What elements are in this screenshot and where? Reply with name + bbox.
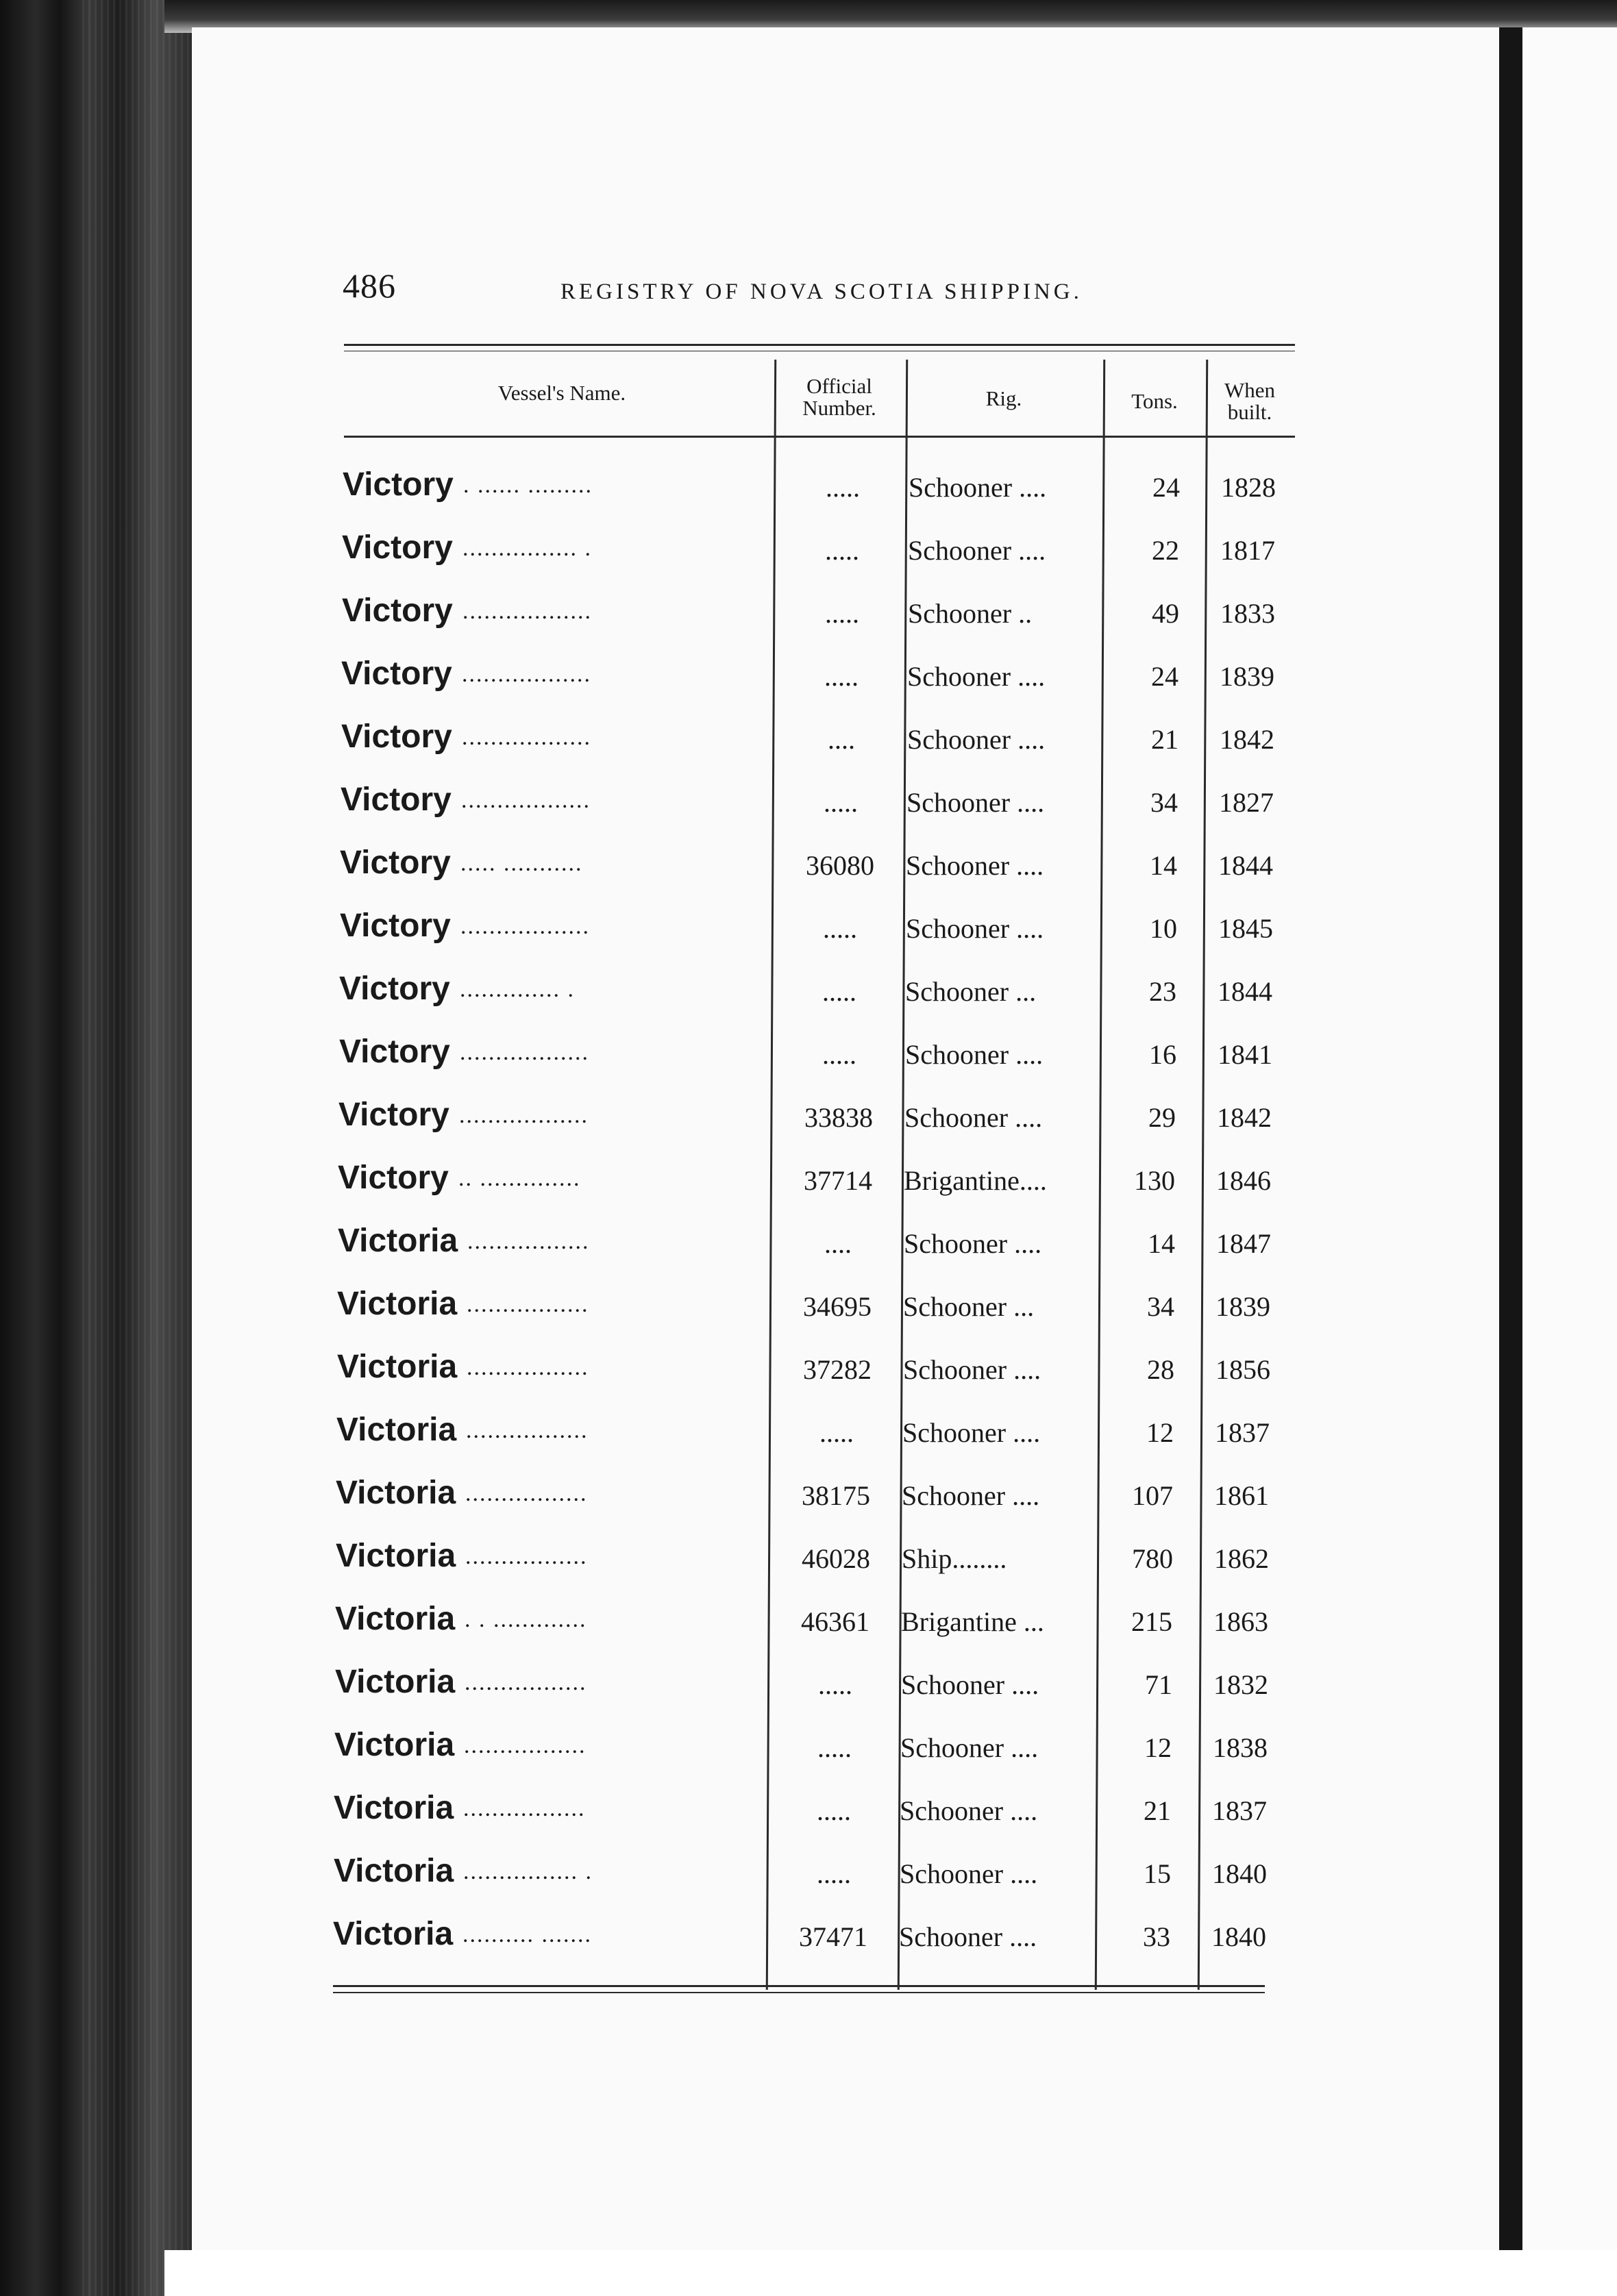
vessel-name-cell: Victoria bbox=[336, 1538, 456, 1574]
tons-cell: 33 bbox=[1143, 1921, 1170, 1952]
official-number-cell: ..... bbox=[817, 1732, 852, 1763]
tons-cell: 49 bbox=[1152, 598, 1179, 629]
tons-cell: 29 bbox=[1148, 1102, 1176, 1133]
name-dot-leader: . ...... ......... bbox=[463, 473, 593, 498]
year-built-cell: 1839 bbox=[1220, 661, 1274, 692]
official-number-cell: 37282 bbox=[803, 1354, 872, 1385]
rig-cell: Brigantine ... bbox=[901, 1606, 1044, 1637]
tons-cell: 10 bbox=[1150, 913, 1177, 944]
tons-cell: 14 bbox=[1148, 1228, 1175, 1259]
year-built-cell: 1827 bbox=[1219, 787, 1274, 818]
year-built-cell: 1841 bbox=[1218, 1039, 1272, 1070]
official-number-cell: ..... bbox=[822, 1039, 856, 1070]
name-dot-leader: ................. bbox=[466, 1418, 589, 1443]
rig-cell: Schooner .... bbox=[900, 1858, 1038, 1889]
tons-cell: 107 bbox=[1132, 1480, 1173, 1511]
rig-cell: Schooner .... bbox=[906, 913, 1044, 944]
table-row bbox=[0, 1340, 1617, 1403]
table-row bbox=[0, 773, 1617, 836]
page-number: 486 bbox=[343, 266, 396, 305]
tons-cell: 28 bbox=[1147, 1354, 1174, 1385]
year-built-cell: 1844 bbox=[1218, 850, 1273, 881]
official-number-cell: 37714 bbox=[804, 1165, 872, 1196]
name-dot-leader: ................. bbox=[467, 1229, 590, 1254]
year-built-cell: 1837 bbox=[1212, 1795, 1267, 1826]
name-dot-leader: .......... ....... bbox=[462, 1922, 592, 1947]
rig-cell: Schooner .... bbox=[904, 1102, 1043, 1133]
official-number-cell: 37471 bbox=[799, 1921, 867, 1952]
vessel-name-cell: Victory bbox=[340, 908, 451, 944]
name-dot-leader: ................ . bbox=[463, 1859, 593, 1884]
name-dot-leader: . . ............. bbox=[465, 1607, 587, 1632]
vessel-name-cell: Victoria bbox=[334, 1790, 454, 1826]
scan-bottom-margin bbox=[164, 2250, 1617, 2296]
table-row bbox=[0, 899, 1617, 962]
tons-cell: 15 bbox=[1144, 1858, 1171, 1889]
column-header-official-number-line2: Number. bbox=[802, 396, 876, 420]
tons-cell: 130 bbox=[1134, 1165, 1175, 1196]
table-row bbox=[0, 1025, 1617, 1088]
vessel-name-cell: Victory bbox=[342, 529, 453, 566]
table-row bbox=[0, 962, 1617, 1025]
rig-cell: Schooner .... bbox=[907, 661, 1046, 692]
rig-cell: Schooner .... bbox=[900, 1795, 1038, 1826]
name-dot-leader: ................. bbox=[467, 1292, 589, 1317]
column-header-rig bbox=[911, 388, 1096, 410]
tons-cell: 16 bbox=[1149, 1039, 1176, 1070]
name-dot-leader: .................. bbox=[462, 662, 591, 687]
column-header-official-number bbox=[774, 375, 904, 419]
year-built-cell: 1862 bbox=[1214, 1543, 1269, 1574]
rig-cell: Schooner ... bbox=[905, 976, 1037, 1007]
year-built-cell: 1861 bbox=[1214, 1480, 1269, 1511]
official-number-cell: ..... bbox=[819, 1417, 854, 1448]
official-number-cell: ..... bbox=[818, 1669, 852, 1700]
rig-cell: Schooner .... bbox=[907, 724, 1046, 755]
official-number-cell: ..... bbox=[825, 535, 859, 566]
name-dot-leader: ..... ........... bbox=[460, 851, 583, 876]
table-row bbox=[0, 1781, 1617, 1844]
tons-cell: 24 bbox=[1151, 661, 1178, 692]
name-dot-leader: ................. bbox=[465, 1544, 588, 1569]
official-number-cell: 33838 bbox=[804, 1102, 873, 1133]
year-built-cell: 1844 bbox=[1218, 976, 1272, 1007]
tons-cell: 215 bbox=[1131, 1606, 1172, 1637]
tons-cell: 22 bbox=[1152, 535, 1179, 566]
table-row bbox=[0, 1466, 1617, 1529]
table-row bbox=[0, 1844, 1617, 1907]
column-header-when-built-line2: built. bbox=[1227, 400, 1272, 424]
rig-cell: Schooner .. bbox=[908, 598, 1033, 629]
year-built-cell: 1838 bbox=[1213, 1732, 1268, 1763]
table-bottom-rule bbox=[333, 1985, 1265, 1987]
official-number-cell: 46028 bbox=[802, 1543, 870, 1574]
rig-cell: Schooner .... bbox=[904, 1228, 1042, 1259]
year-built-cell: 1847 bbox=[1216, 1228, 1271, 1259]
rig-cell: Brigantine.... bbox=[904, 1165, 1047, 1196]
table-row bbox=[0, 521, 1617, 584]
year-built-cell: 1833 bbox=[1220, 598, 1275, 629]
rig-cell: Schooner .... bbox=[902, 1417, 1041, 1448]
rig-cell: Schooner ... bbox=[903, 1291, 1035, 1322]
name-dot-leader: .. .............. bbox=[458, 1166, 581, 1191]
tons-cell: 21 bbox=[1144, 1795, 1171, 1826]
table-row bbox=[0, 584, 1617, 647]
table-row bbox=[0, 1277, 1617, 1340]
rig-cell: Schooner .... bbox=[902, 1480, 1040, 1511]
official-number-cell: ..... bbox=[817, 1795, 851, 1826]
name-dot-leader: ................ . bbox=[462, 536, 592, 561]
rig-cell: Schooner .... bbox=[900, 1732, 1039, 1763]
official-number-cell: ..... bbox=[817, 1858, 851, 1889]
year-built-cell: 1856 bbox=[1215, 1354, 1270, 1385]
rig-cell: Schooner .... bbox=[903, 1354, 1041, 1385]
header-bottom-rule bbox=[344, 436, 1295, 438]
column-header-tons-text: Tons. bbox=[1131, 389, 1178, 413]
year-built-cell: 1840 bbox=[1211, 1921, 1266, 1952]
table-row bbox=[0, 458, 1617, 521]
official-number-cell: ..... bbox=[826, 472, 860, 503]
tons-cell: 12 bbox=[1144, 1732, 1172, 1763]
rig-cell: Schooner .... bbox=[906, 787, 1045, 818]
table-bottom-rule-thin bbox=[333, 1992, 1265, 1993]
table-row bbox=[0, 836, 1617, 899]
column-header-when-built bbox=[1206, 379, 1294, 423]
year-built-cell: 1842 bbox=[1220, 724, 1274, 755]
table-row bbox=[0, 1214, 1617, 1277]
table-row bbox=[0, 1592, 1617, 1655]
tons-cell: 34 bbox=[1147, 1291, 1174, 1322]
name-dot-leader: .................. bbox=[459, 1103, 589, 1128]
name-dot-leader: .............. . bbox=[460, 977, 575, 1002]
official-number-cell: ..... bbox=[823, 913, 857, 944]
official-number-cell: 34695 bbox=[803, 1291, 872, 1322]
rig-cell: Schooner .... bbox=[901, 1669, 1039, 1700]
running-head: REGISTRY OF NOVA SCOTIA SHIPPING. bbox=[560, 279, 1083, 304]
column-header-tons bbox=[1103, 390, 1206, 412]
column-header-vessel-name bbox=[411, 382, 713, 404]
year-built-cell: 1837 bbox=[1215, 1417, 1270, 1448]
tons-cell: 71 bbox=[1145, 1669, 1172, 1700]
table-row bbox=[0, 1088, 1617, 1151]
vessel-name-cell: Victoria bbox=[337, 1286, 458, 1322]
name-dot-leader: .................. bbox=[462, 599, 592, 624]
vessel-name-cell: Victory bbox=[338, 1160, 449, 1196]
column-header-vessel-name-text: Vessel's Name. bbox=[497, 381, 626, 405]
vessel-name-cell: Victory bbox=[343, 466, 454, 503]
table-row bbox=[0, 1151, 1617, 1214]
vessel-name-cell: Victory bbox=[342, 592, 453, 629]
vessel-name-cell: Victoria bbox=[333, 1916, 454, 1952]
name-dot-leader: .................. bbox=[461, 788, 591, 813]
vessel-name-cell: Victory bbox=[339, 1034, 450, 1070]
year-built-cell: 1828 bbox=[1221, 472, 1276, 503]
vessel-name-cell: Victoria bbox=[335, 1601, 456, 1637]
official-number-cell: .... bbox=[828, 724, 855, 755]
tons-cell: 23 bbox=[1149, 976, 1176, 1007]
official-number-cell: 38175 bbox=[802, 1480, 870, 1511]
vessel-name-cell: Victory bbox=[341, 782, 452, 818]
rig-cell: Schooner .... bbox=[909, 472, 1047, 503]
vessel-name-cell: Victory bbox=[341, 656, 452, 692]
tons-cell: 780 bbox=[1132, 1543, 1173, 1574]
vessel-name-cell: Victoria bbox=[337, 1349, 458, 1385]
table-row bbox=[0, 647, 1617, 710]
column-header-rig-text: Rig. bbox=[985, 386, 1022, 410]
vessel-name-cell: Victoria bbox=[338, 1223, 458, 1259]
vessel-name-cell: Victoria bbox=[336, 1412, 457, 1448]
official-number-cell: ..... bbox=[824, 787, 858, 818]
tons-cell: 34 bbox=[1150, 787, 1178, 818]
rig-cell: Schooner .... bbox=[905, 1039, 1044, 1070]
rig-cell: Schooner .... bbox=[899, 1921, 1037, 1952]
vessel-name-cell: Victory bbox=[341, 719, 452, 755]
official-number-cell: 36080 bbox=[806, 850, 874, 881]
table-row bbox=[0, 1907, 1617, 1970]
name-dot-leader: ................. bbox=[465, 1481, 588, 1506]
vessel-name-cell: Victory bbox=[340, 845, 451, 881]
year-built-cell: 1817 bbox=[1220, 535, 1275, 566]
tons-cell: 14 bbox=[1150, 850, 1177, 881]
official-number-cell: .... bbox=[824, 1228, 852, 1259]
year-built-cell: 1842 bbox=[1217, 1102, 1272, 1133]
year-built-cell: 1840 bbox=[1212, 1858, 1267, 1889]
vessel-name-cell: Victory bbox=[339, 971, 450, 1007]
year-built-cell: 1863 bbox=[1213, 1606, 1268, 1637]
rig-cell: Schooner .... bbox=[906, 850, 1044, 881]
column-header-official-number-line1: Official bbox=[806, 374, 872, 398]
header-top-rule bbox=[344, 344, 1295, 346]
name-dot-leader: ................. bbox=[464, 1733, 587, 1758]
year-built-cell: 1839 bbox=[1215, 1291, 1270, 1322]
tons-cell: 24 bbox=[1152, 472, 1180, 503]
rig-cell: Schooner .... bbox=[908, 535, 1046, 566]
vessel-name-cell: Victoria bbox=[336, 1475, 456, 1511]
official-number-cell: ..... bbox=[825, 598, 859, 629]
name-dot-leader: ................. bbox=[465, 1670, 587, 1695]
official-number-cell: ..... bbox=[824, 661, 859, 692]
year-built-cell: 1832 bbox=[1213, 1669, 1268, 1700]
table-row bbox=[0, 1529, 1617, 1592]
tons-cell: 12 bbox=[1146, 1417, 1174, 1448]
vessel-name-cell: Victoria bbox=[335, 1664, 456, 1700]
name-dot-leader: .................. bbox=[460, 1040, 589, 1065]
table-row bbox=[0, 710, 1617, 773]
official-number-cell: 46361 bbox=[801, 1606, 869, 1637]
tons-cell: 21 bbox=[1151, 724, 1178, 755]
table-row bbox=[0, 1655, 1617, 1718]
vessel-name-cell: Victoria bbox=[334, 1853, 454, 1889]
table-row bbox=[0, 1718, 1617, 1781]
official-number-cell: ..... bbox=[822, 976, 856, 1007]
column-header-when-built-line1: When bbox=[1224, 378, 1276, 402]
name-dot-leader: ................. bbox=[467, 1355, 589, 1380]
name-dot-leader: .................. bbox=[462, 725, 591, 750]
rig-cell: Ship........ bbox=[902, 1543, 1007, 1574]
vessel-name-cell: Victory bbox=[338, 1097, 449, 1133]
year-built-cell: 1846 bbox=[1216, 1165, 1271, 1196]
name-dot-leader: .................. bbox=[460, 914, 590, 939]
year-built-cell: 1845 bbox=[1218, 913, 1273, 944]
table-row bbox=[0, 1403, 1617, 1466]
name-dot-leader: ................. bbox=[463, 1796, 586, 1821]
vessel-name-cell: Victoria bbox=[334, 1727, 455, 1763]
